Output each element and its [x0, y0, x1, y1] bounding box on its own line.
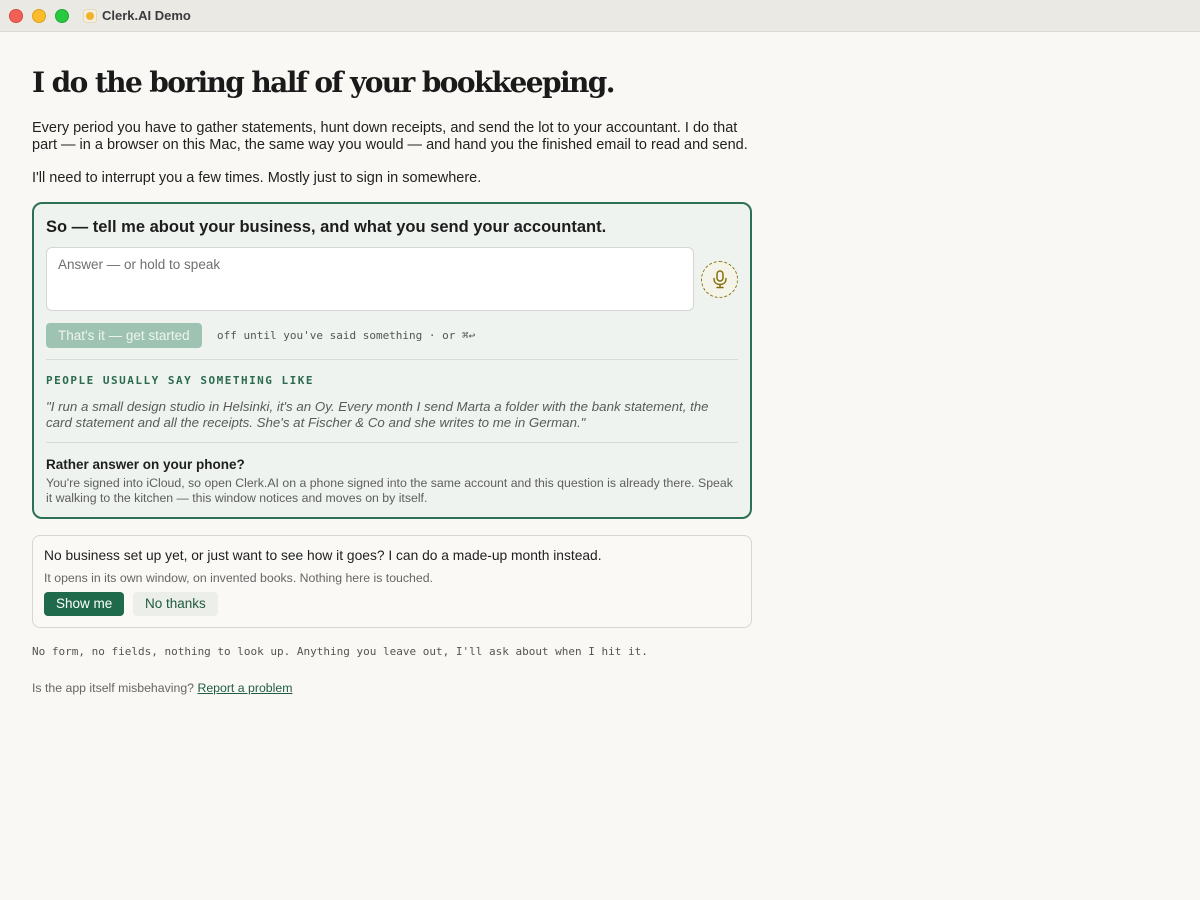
no-thanks-button[interactable]: No thanks — [133, 592, 218, 616]
report-problem-prefix: Is the app itself misbehaving? — [32, 681, 195, 695]
demo-month-note: It opens in its own window, on invented books. Nothing here is touched. — [44, 571, 433, 585]
report-problem-line — [32, 681, 292, 695]
question-card — [32, 202, 752, 519]
close-window-button[interactable] — [9, 9, 23, 23]
example-quote: "I run a small design studio in Helsinki, it's an Oy. Every month I send Marta a folder with the bank statement, the card statement and all the receipts. She's at Fischer & Co and she writes to me in German." — [46, 399, 709, 430]
demo-month-prompt: No business set up yet, or just want to see how it goes? I can do a made-up month instead. — [44, 548, 602, 563]
minimize-window-button[interactable] — [32, 9, 46, 23]
divider — [46, 442, 738, 443]
get-started-button[interactable]: That's it — get started — [46, 323, 202, 348]
answer-input[interactable] — [46, 247, 694, 311]
report-problem-link[interactable]: Report a problem — [197, 681, 293, 695]
app-icon — [83, 9, 97, 23]
phone-answer-title: Rather answer on your phone? — [46, 457, 245, 472]
window-titlebar — [0, 0, 1200, 32]
no-form-note: No form, no fields, nothing to look up. Anything you leave out, I'll ask about when I hit it. — [32, 645, 648, 658]
demo-month-card — [32, 535, 752, 628]
question-title: So — tell me about your business, and what you send your accountant. — [46, 218, 607, 236]
intro-paragraph: Every period you have to gather statements, hunt down receipts, and send the lot to your accountant. I do that part — in a browser on this Mac, the same way you would — and hand you the finished email to read and send. — [32, 120, 748, 153]
divider — [46, 359, 738, 360]
page-headline: I do the boring half of your bookkeeping. — [32, 66, 614, 99]
interrupt-note: I'll need to interrupt you a few times. Mostly just to sign in somewhere. — [32, 170, 482, 186]
hold-to-speak-button[interactable] — [701, 261, 738, 298]
get-started-hint: off until you've said something · or ⌘↩ — [217, 329, 476, 342]
show-me-button[interactable]: Show me — [44, 592, 124, 616]
microphone-icon — [712, 270, 728, 289]
zoom-window-button[interactable] — [55, 9, 69, 23]
window-title: Clerk.AI Demo — [102, 8, 191, 23]
examples-heading: PEOPLE USUALLY SAY SOMETHING LIKE — [46, 374, 315, 387]
phone-answer-description: You're signed into iCloud, so open Clerk.AI on a phone signed into the same account and this question is already there. Speak it walking to the kitchen — this window notices and moves on by itself. — [46, 476, 733, 505]
